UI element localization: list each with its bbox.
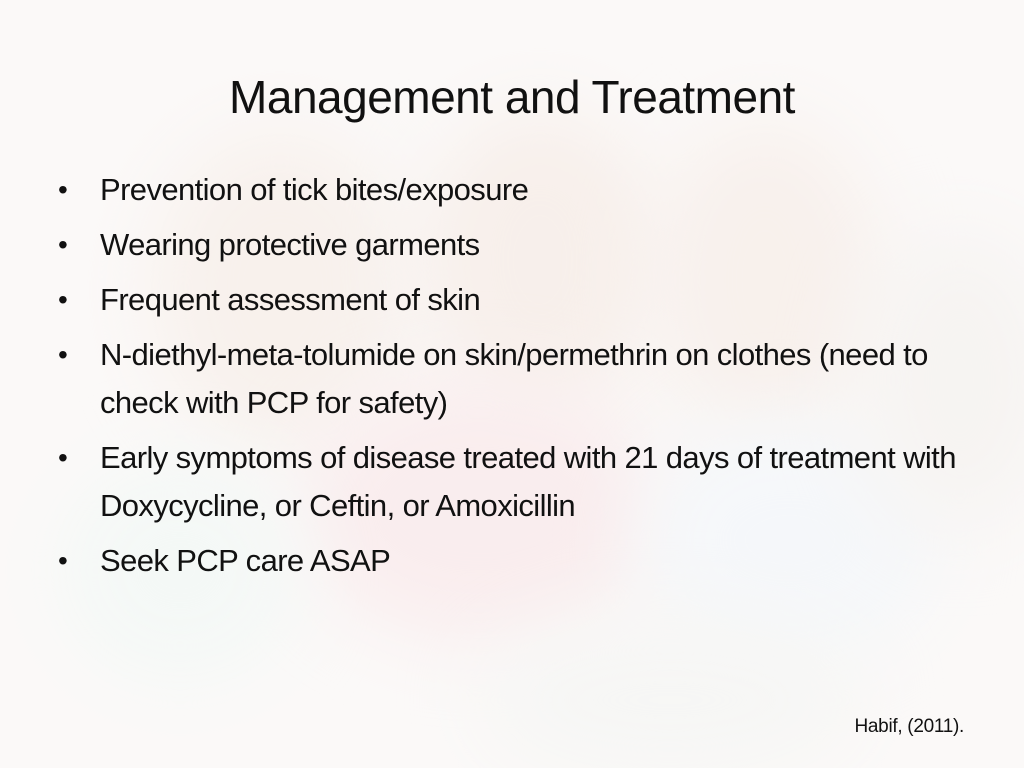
bullet-icon: • xyxy=(58,339,68,370)
bullet-list xyxy=(58,166,958,592)
bullet-text: Wearing protective garments xyxy=(100,227,480,262)
bullet-icon: • xyxy=(58,442,68,473)
bullet-icon: • xyxy=(58,229,68,260)
bullet-text: Seek PCP care ASAP xyxy=(100,543,391,578)
bullet-text: N-diethyl-meta-tolumide on skin/permethrin on clothes (need to check with PCP for safety) xyxy=(100,337,928,420)
bullet-text: Early symptoms of disease treated with 21 days of treatment with Doxycycline, or Ceftin, or Amoxicillin xyxy=(100,440,956,523)
slide-title: Management and Treatment xyxy=(229,71,795,123)
bullet-icon: • xyxy=(58,174,68,205)
bullet-item xyxy=(58,276,958,324)
bullet-icon: • xyxy=(58,284,68,315)
bullet-item xyxy=(58,166,958,214)
bullet-item xyxy=(58,537,958,585)
bullet-text: Frequent assessment of skin xyxy=(100,282,481,317)
bullet-text: Prevention of tick bites/exposure xyxy=(100,172,529,207)
citation: Habif, (2011). xyxy=(854,716,964,737)
bullet-item xyxy=(58,434,958,530)
bullet-item xyxy=(58,221,958,269)
bullet-icon: • xyxy=(58,545,68,576)
bullet-item xyxy=(58,331,958,427)
